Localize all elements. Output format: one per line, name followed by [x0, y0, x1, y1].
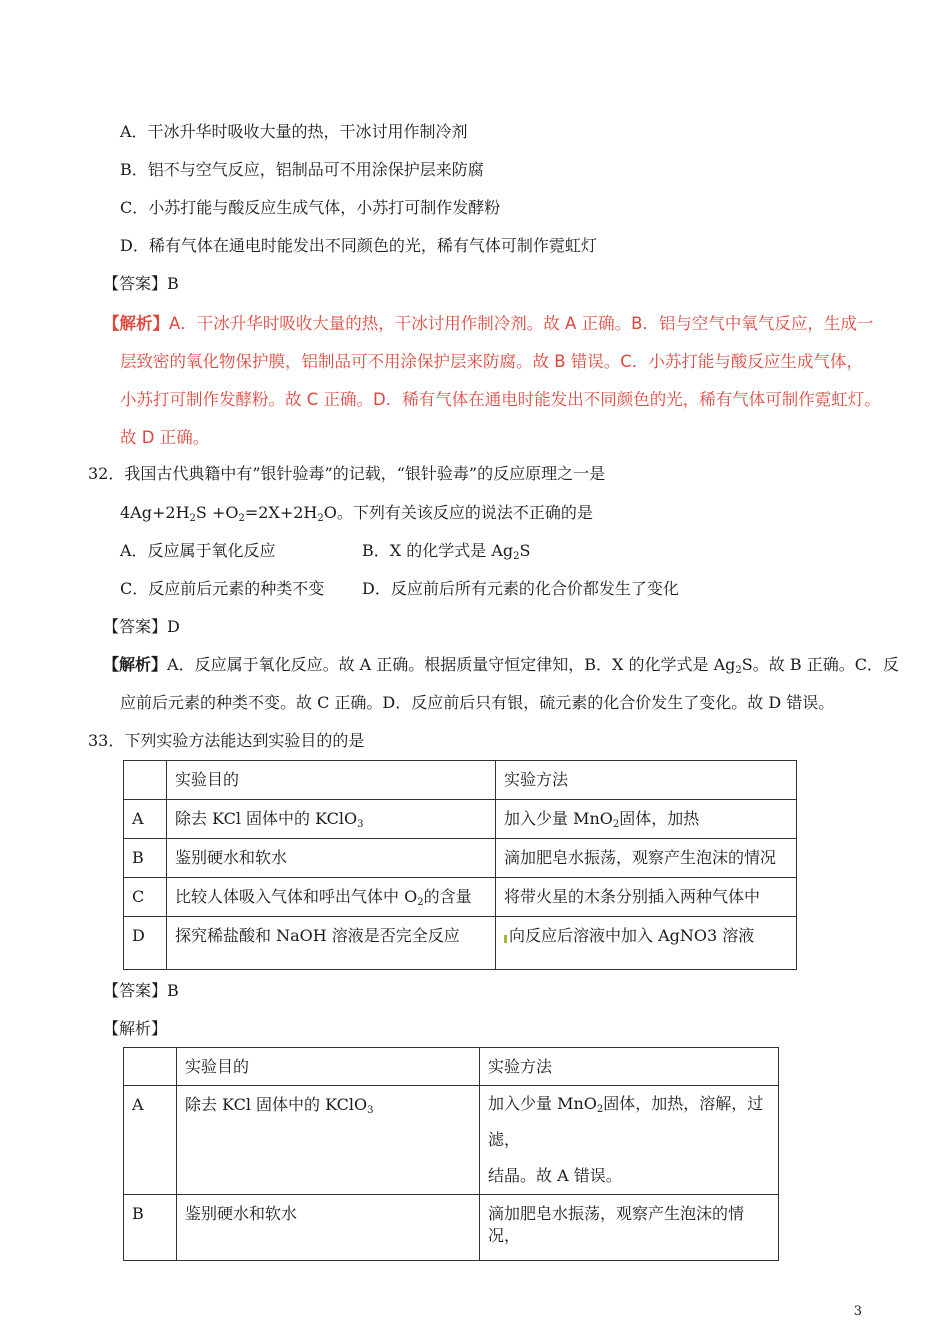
answer-label: 【答案】	[103, 617, 168, 636]
q31-option-c: C．小苏打能与酸反应生成气体，小苏打可制作发酵粉	[120, 198, 501, 217]
q33-analysis-label: 【解析】	[103, 1019, 168, 1038]
q31-option-d: D．稀有气体在通电时能发出不同颜色的光，稀有气体可制作霓虹灯	[120, 236, 597, 255]
q32-option-a: A．反应属于氧化反应	[120, 541, 276, 560]
q32-answer	[103, 616, 180, 638]
page-number: 3	[853, 1304, 862, 1319]
q31-option-a: A．干冰升华时吸收大量的热，干冰讨用作制冷剂	[120, 122, 468, 141]
q32-stem: 32．我国古代典籍中有”银针验毒”的记载，“银针验毒”的反应原理之一是	[88, 464, 606, 483]
q32-equation: $4Ag+2H_2S +O_2=2X+2H_2O$。下列有关该反应的说法不正确的是	[120, 503, 593, 524]
q33-table	[123, 760, 797, 970]
answer-value: D	[167, 617, 180, 636]
table-row: C 比较人体吸入气体和呼出气体中 $O_2$的含量 将带火星的木条分别插入两种气体中	[124, 878, 797, 917]
q31-analysis-line-3: 小苏打可制作发酵粉。故 C 正确。D．稀有气体在通电时能发出不同颜色的光，稀有气体可制作霓虹灯。	[120, 390, 881, 409]
table-header-row: 实验目的 实验方法	[124, 1048, 779, 1086]
q32-option-d: D．反应前后所有元素的化合价都发生了变化	[362, 579, 679, 598]
table-row: B 鉴别硬水和软水 滴加肥皂水振荡，观察产生泡沫的情况，	[124, 1195, 779, 1261]
q31-option-b: B．铝不与空气反应，铝制品可不用涂保护层来防腐	[120, 160, 484, 179]
q32-option-c: C．反应前后元素的种类不变	[120, 579, 325, 598]
answer-value: B	[167, 274, 179, 293]
q32-option-b: B．X 的化学式是 $Ag_2S$	[362, 541, 531, 562]
table-row: B 鉴别硬水和软水 滴加肥皂水振荡，观察产生泡沫的情况	[124, 839, 797, 878]
q33-analysis-table	[123, 1047, 779, 1261]
answer-label: 【答案】	[103, 274, 168, 293]
q32-analysis-line-1: 【解析】A．反应属于氧化反应。故 A 正确。根据质量守恒定律知，B．X 的化学式是 $Ag_2S$。故 B 正确。C．反	[103, 655, 899, 676]
table-row: D 探究稀盐酸和 NaOH 溶液是否完全反应 向反应后溶液中加入 AgNO3 溶液	[124, 917, 797, 970]
q31-analysis-line-1: 【解析】A．干冰升华时吸收大量的热，干冰讨用作制冷剂。故 A 正确。B．铝与空气中氧气反应，生成一	[103, 314, 874, 333]
q31-analysis-line-4: 故 D 正确。	[120, 428, 210, 447]
table-row: A 除去 KCl 固体中的 KClO$_3$ 加入少量 MnO$_2$固体，加热	[124, 800, 797, 839]
answer-label: 【答案】	[103, 981, 168, 1000]
q31-analysis-line-2: 层致密的氧化物保护膜，铝制品可不用涂保护层来防腐。故 B 错误。C．小苏打能与酸反应生成气体，	[120, 352, 863, 371]
edit-mark-icon	[504, 935, 507, 943]
header-purpose: 实验目的	[167, 761, 496, 800]
table-header-row	[124, 761, 797, 800]
q32-analysis-line-2: 应前后元素的种类不变。故 C 正确。D．反应前后只有银，硫元素的化合价发生了变化。故 D 错误。	[120, 693, 835, 712]
answer-value: B	[167, 981, 179, 1000]
q31-answer	[103, 273, 179, 295]
analysis-label: 【解析】	[103, 314, 169, 333]
q33-answer	[103, 980, 179, 1002]
analysis-label: 【解析】	[103, 655, 168, 674]
header-method: 实验方法	[496, 761, 797, 800]
table-row: A 除去 KCl 固体中的 KClO$_3$ 加入少量 MnO$_2$固体，加热，溶解，过滤， 结晶。故 A 错误。	[124, 1086, 779, 1195]
q33-stem: 33．下列实验方法能达到实验目的的是	[88, 731, 365, 750]
